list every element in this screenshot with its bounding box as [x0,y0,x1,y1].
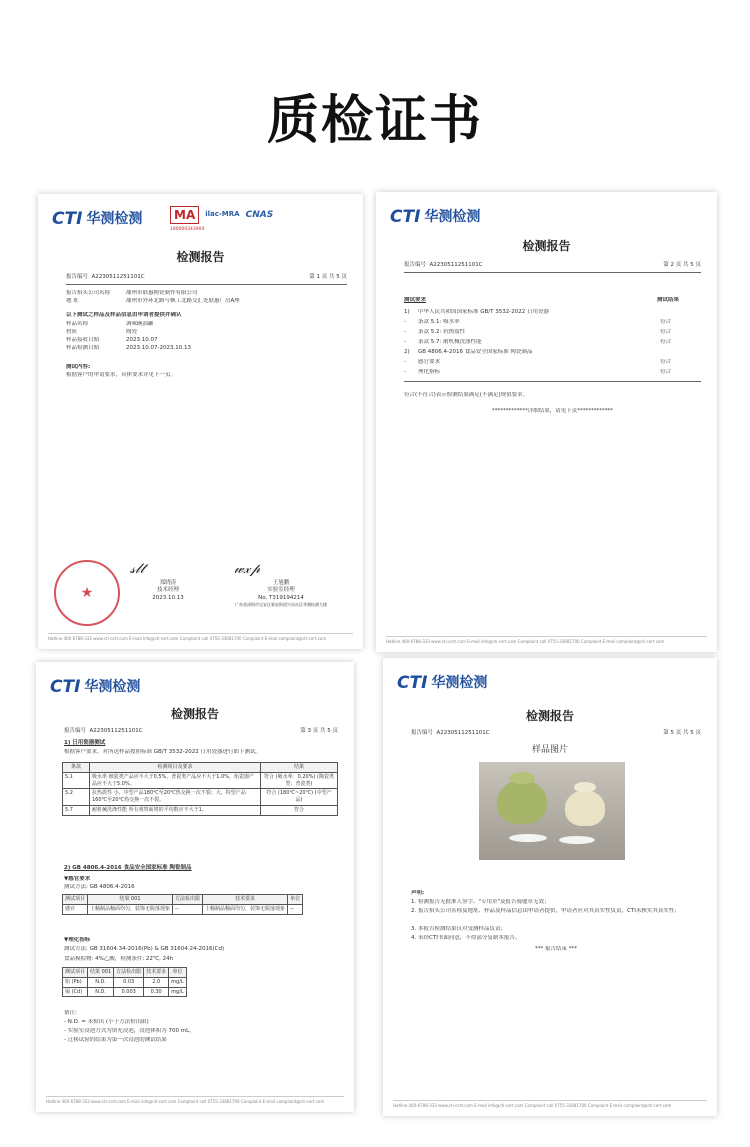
logo-cti-text: CTI [390,207,421,227]
req-num: 2) [404,349,410,355]
page-info: 第 3 页 共 5 页 [300,728,338,734]
declaration-label: 声明: [411,890,425,896]
page-footer: Hotline 400-6788-333 www.cti-cert.com E-mail info@cti-cert.com Complaint call 0755-33681700 Complaint E-mail complaint@cti-cert.com [46,1096,344,1104]
report-title: 检测报告 [525,709,574,723]
cti-logo [52,208,142,231]
req-text: 感官要求 [418,359,441,365]
req-text: 条款 5.7: 耐机械洗涤性能 [418,339,482,345]
logo-cti-text: CTI [52,209,83,229]
table-cell: -- [173,904,203,914]
cream-lid-image [574,782,596,792]
sample-photo [479,762,625,860]
signer-1 [138,580,198,602]
page-info: 第 1 页 共 5 页 [309,274,347,280]
sample-label: 样品图片 [531,745,568,755]
table-cell: 上釉制品釉面均匀，装饰无脱落现象 [203,904,288,914]
table-header: 测试项目 [63,895,88,905]
report-page-2 [376,192,717,652]
notes-label: 备注: [64,1010,77,1016]
info-key: 样品检测日期 [66,345,100,351]
table-cell: 符合 (180℃~20℃) (中型产品) [261,789,338,806]
info-key: 样品名称 [66,321,89,327]
note-item: - 实验室浸泡方式为填充浸泡，浸泡体积为 700 mL。 [64,1028,195,1034]
client-row [66,290,347,297]
page-info: 第 2 页 共 5 页 [663,262,701,268]
info-row [66,345,347,352]
client-value: 潮州市联惠陶瓷制作有限公司 [126,290,198,296]
report-no-label: 报告编号 [66,274,89,280]
chem-condition: 食品模拟物: 4%乙酸，检测条件: 22℃, 24h [64,956,174,962]
page-title: 质检证书 [266,91,483,151]
client-label: 报告抬头公司名称 [66,290,111,296]
report-end: *** 报告结束 *** [535,946,577,952]
divider [404,381,701,382]
table-cell: N.D. [88,987,114,997]
table-row [63,805,338,815]
table-header: 结果 001 [88,895,173,905]
cma-number: 180000343904 [170,227,205,232]
table-cell: 上釉制品釉面均匀，装饰无脱落现象 [88,904,173,914]
note-item: - 迁移试验的结果为第一次浸泡的测试结果 [64,1037,167,1043]
table-cell: 符合 [261,805,338,815]
cti-logo [397,672,487,695]
address-row [66,298,347,305]
signer-2-title: 实验室经理 [267,587,295,594]
table-header: 测试项目 [63,968,88,978]
report-title: 检测报告 [176,250,225,264]
info-key: 材质 [66,329,78,335]
report-meta [66,274,347,281]
info-value: 2023.10.07 [126,337,158,343]
info-value: 2023.10.07-2023.10.13 [126,345,191,351]
section-1-title: 1) 日用瓷器测试 [64,740,106,746]
req-row [404,369,701,376]
section-2-title: 2) GB 4806.4-2016 食品安全国家标准 陶瓷制品 [64,865,192,871]
req-label: 测试内容: [66,364,91,370]
logo-name: 华测检测 [424,209,481,226]
table-cell: 5.1 [63,772,90,789]
ilac-badge: ilac-MRA [205,210,240,219]
signer-2-addr: 广东省深圳市宝安区新安街道兴东社区华测检测大楼 [235,602,327,608]
table-cell: 2.0 [144,977,169,987]
table-cell: 感官 [63,904,88,914]
signer-2-no: No. T319194214 [258,594,304,601]
report-meta [411,730,701,737]
logo-name: 华测检测 [84,679,141,696]
req-num: - [404,329,406,335]
req-result: 符合 [659,369,671,375]
signer-1-title: 技术经理 [156,587,179,594]
info-row [66,329,347,336]
green-bowl-image [497,780,547,824]
table-header: 单位 [288,895,303,905]
table-header: 结果 [261,763,338,773]
req-row [404,319,701,326]
table-header-row [63,763,338,773]
table-cell: 铅 (Pb) [63,977,88,987]
cti-logo [390,206,480,229]
table-header-row [63,968,187,978]
table-row [63,987,187,997]
result-note: 符合(不符合)表示检测结果满足(不满足)规值要求。 [404,392,529,398]
req-num: - [404,339,406,345]
section-label: 测试要求 [404,297,427,303]
spoon-image [559,836,595,844]
table-cell: 吸水率 细瓷类产品应不大于0.5%，普瓷类产品应不大于1.0%，炻瓷器产品应不大于5.0%。 [90,772,261,789]
section-1-desc: 根据客户要求，对所送样品按照标准 GB/T 3532-2022 日用瓷器进行如下测试。 [64,749,261,755]
info-value: 陶瓷 [126,329,138,335]
table-cell: N.D. [88,977,114,987]
table-header: 方法检出限 [114,968,144,978]
page-footer: Hotline 400-6788-333 www.cti-cert.com E-mail info@cti-cert.com Complaint call 0755-33681700 Complaint E-mail complaint@cti-cert.com [393,1100,707,1108]
cnas-badge: CNAS [245,210,274,221]
accreditation-badges [170,206,273,224]
signer-1-date: 2023.10.13 [152,594,184,601]
table-header: 技术要求 [144,968,169,978]
report-page-3 [36,662,354,1112]
divider [404,272,701,273]
table-cell: mg/L [169,977,187,987]
continue-note: *************详细结果，请见下页************* [491,408,613,414]
chem-table [62,967,187,997]
req-row [404,309,701,316]
logo-name: 华测检测 [86,211,143,228]
spoon-image [509,834,547,842]
report-no-label: 报告编号 [404,262,427,268]
req-text: 中华人民共和国国家标准 GB/T 3532-2022 日用瓷器 [418,309,549,315]
cream-bowl-image [565,790,605,826]
table-header: 技术要求 [203,895,288,905]
req-result: 符合 [659,359,671,365]
sensory-table [62,894,303,915]
chem-header: ▼理化指标 [64,937,91,943]
table-cell: 5.7 [63,805,90,815]
logo-name: 华测检测 [431,675,488,692]
signature-2: 𝓌𝓍𝓅 [234,561,261,577]
req-result: 符合 [659,339,671,345]
signer-2 [206,580,356,608]
page-footer: Hotline 400-6788-333 www.cti-cert.com E-mail info@cti-cert.com Complaint call 0755-33681700 Complaint E-mail complaint@cti-cert.com [386,636,707,644]
req-num: - [404,369,406,375]
table-header: 单位 [169,968,187,978]
report-no: A2230511251101C [429,262,483,268]
signer-2-name: 王旭鹏 [272,580,290,586]
red-seal-stamp: ★ [54,560,120,626]
req-text: 条款 5.2: 抗热震性 [418,329,466,335]
report-no: A2230511251101C [91,274,145,280]
divider [66,284,347,285]
signer-1-name: 郑晓涛 [159,580,177,586]
req-row [404,359,701,366]
report-no: A2230511251101C [89,728,143,734]
req-result: 符合 [659,319,671,325]
declaration-item: 4. 未经CTI书面同意，不得部分复制本报告。 [411,935,521,941]
info-row [66,337,347,344]
req-text: 根据客户的申请要求，具体要求详见下一页。 [66,372,177,378]
req-text: GB 4806.4-2016 食品安全国家标准 陶瓷制品 [418,349,533,355]
ceramic-test-table [62,762,338,816]
table-header-row [63,895,303,905]
sensory-header: ▼感官要求 [64,876,91,882]
cma-badge: MA [170,206,199,224]
section-header [404,297,701,304]
declaration-item: 2. 报告抬头公司名称及地址、样品及样品信息由申请者提供，申请者应对其真实性负责，CTI未核实其真实性； [411,908,680,914]
table-cell: 0.003 [114,987,144,997]
table-cell: 0.03 [114,977,144,987]
page-footer: Hotline 400-6788-333 www.cti-cert.com E-mail info@cti-cert.com Complaint call 0755-33681700 Complaint E-mail complaint@cti-cert.com [48,633,353,641]
table-cell: -- [288,904,303,914]
report-no: A2230511251101C [436,730,490,736]
req-num: - [404,359,406,365]
table-cell: 抗热震性 小、中型产品180℃至20℃热交换一次不裂；大、特型产品160℃至20℃热交换一次不裂。 [90,789,261,806]
req-row [404,339,701,346]
table-cell: 符合 (吸水率：0.20%) (陶瓷类型：普瓷类) [261,772,338,789]
address-label: 地 址 [66,298,79,304]
table-cell: 5.2 [63,789,90,806]
req-text: 条款 5.1: 吸水率 [418,319,460,325]
table-cell: 耐机械洗涤性能 所有观察面将的平均数应不大于1。 [90,805,261,815]
req-row [404,329,701,336]
report-page-1 [38,194,363,649]
logo-cti-text: CTI [50,677,81,697]
table-header: 检测项目及要求 [90,763,261,773]
cti-logo [50,676,140,699]
chem-method: 测试方法: GB 31604.34-2016(Pb) & GB 31604.24-2016(Cd) [64,946,225,952]
result-label: 测试结果 [656,297,679,303]
table-row [63,772,338,789]
note-item: - N.D. = 未检出 (小于方法检出限) [64,1019,149,1025]
table-row [63,904,303,914]
report-meta [404,262,701,269]
logo-cti-text: CTI [397,673,428,693]
table-cell: mg/L [169,987,187,997]
info-key: 样品接收日期 [66,337,100,343]
report-no-label: 报告编号 [411,730,434,736]
page-info: 第 5 页 共 5 页 [663,730,701,736]
table-header: 方法检出限 [173,895,203,905]
declaration-item: 3. 本报告检测结果仅对受测样品负责； [411,926,506,932]
req-result: 符合 [659,329,671,335]
req-row [404,349,701,356]
table-header: 结果 001 [88,968,114,978]
req-num: - [404,319,406,325]
report-page-4 [383,658,717,1116]
table-header: 条款 [63,763,90,773]
report-meta [64,728,338,735]
address-value: 潮州市外环北路与枫工北路交汇处联惠厂房A座 [126,298,240,304]
report-title: 检测报告 [170,707,219,721]
info-value: 调味碗油罐 [126,321,154,327]
signature-1: 𝓈𝓁𝓉 [130,561,145,577]
table-row [63,977,187,987]
info-row [66,321,347,328]
report-title: 检测报告 [522,239,571,253]
req-text: 理化指标 [418,369,441,375]
table-row [63,789,338,806]
sensory-method: 测试方法: GB 4806.4-2016 [64,884,135,890]
info-header: 以下测试之样品及样品信息由申请者提供并确认 [66,312,182,318]
table-cell: 镉 (Cd) [63,987,88,997]
declaration-item: 1. 检测报告无批准人签字、"专用章"及报告骑缝章无效； [411,899,550,905]
green-lid-image [509,772,535,784]
report-no-label: 报告编号 [64,728,87,734]
req-num: 1) [404,309,410,315]
table-cell: 0.30 [144,987,169,997]
